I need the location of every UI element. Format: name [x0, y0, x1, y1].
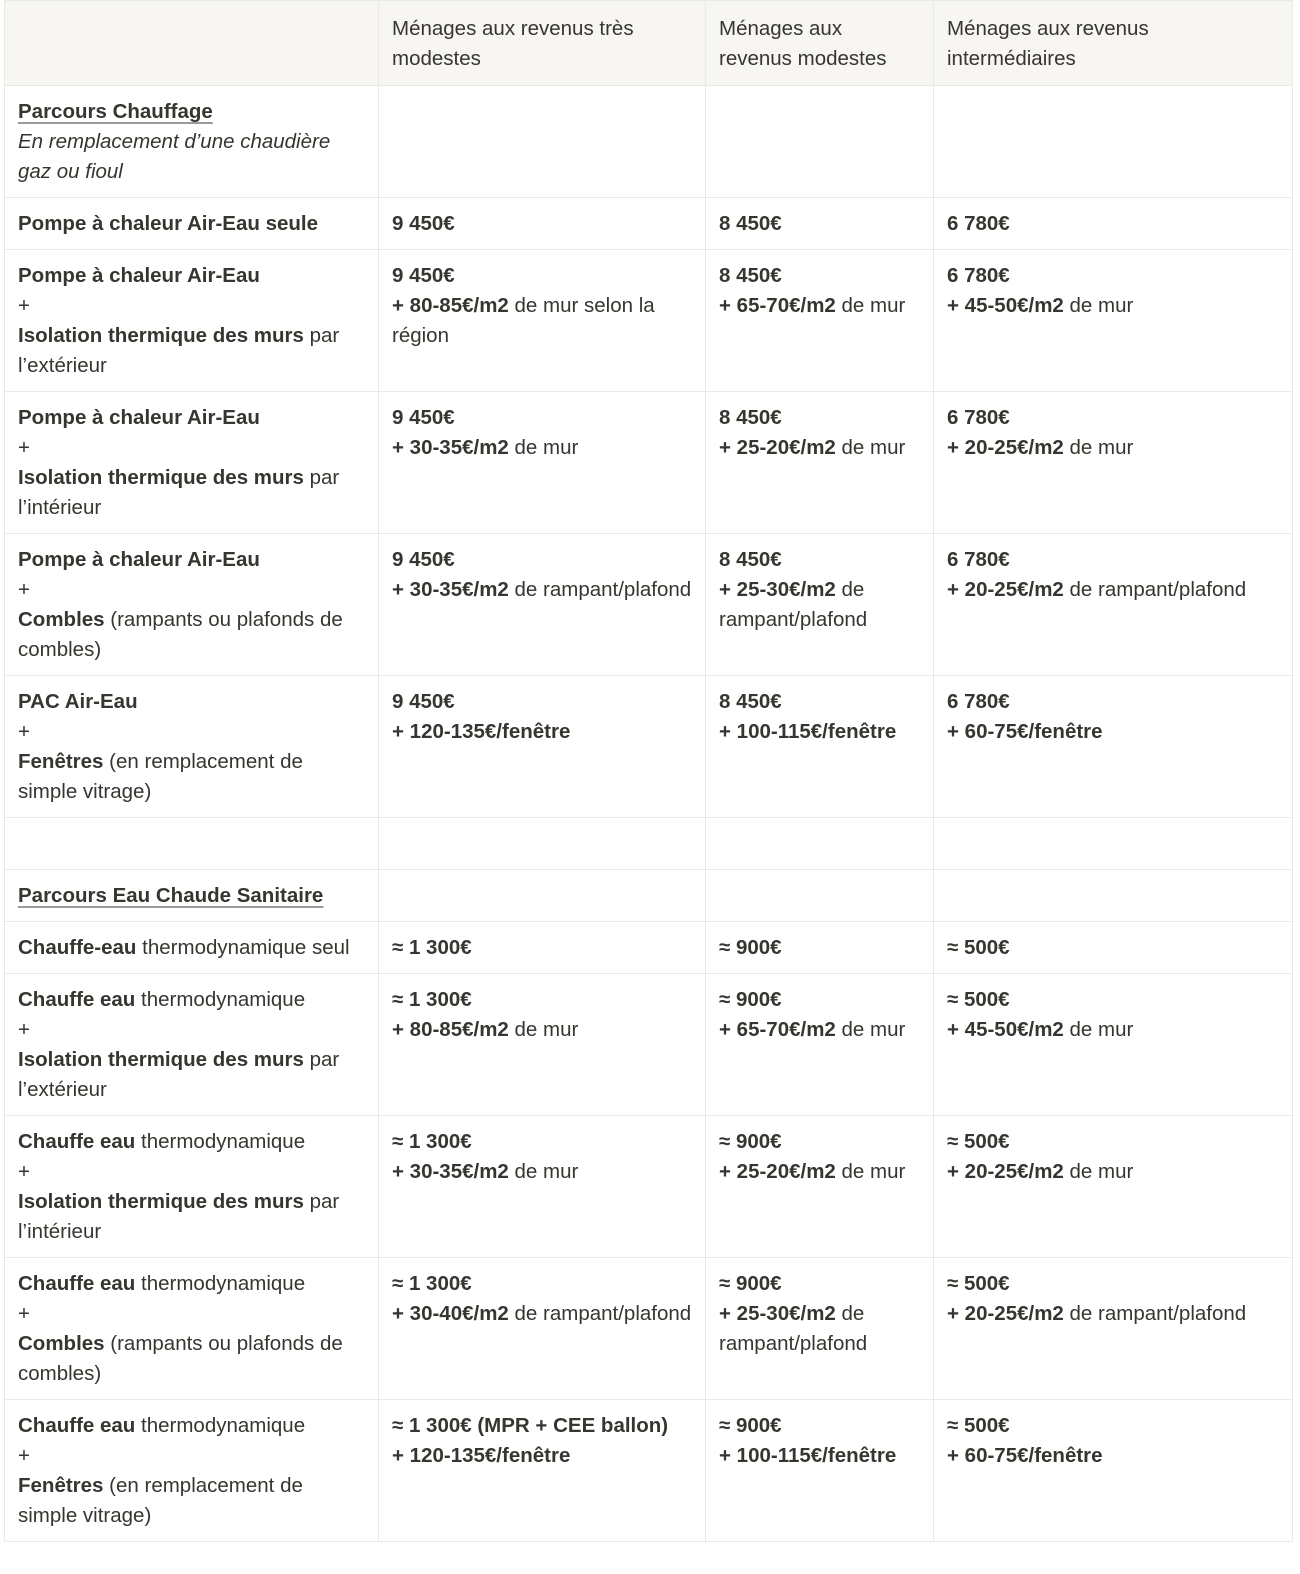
header-cell-intermediaires: Ménages aux revenus intermédiaires: [934, 1, 1293, 86]
label-main: Pompe à chaleur Air-Eau: [18, 406, 260, 429]
extra-rest: de mur: [1063, 436, 1134, 459]
table-cell: [706, 534, 934, 676]
table-cell-empty: [5, 818, 379, 870]
label-main: Pompe à chaleur Air-Eau: [18, 264, 260, 287]
label-secondary-rest: (en remplacement de simple vitrage): [18, 1474, 303, 1527]
extra-rest: de rampant/plafond: [1063, 1302, 1247, 1325]
amount: 9 450€: [392, 690, 455, 713]
row-label: [5, 922, 379, 974]
row-label: [5, 974, 379, 1116]
amount: 8 450€: [719, 690, 782, 713]
extra-rest: de mur: [835, 1018, 906, 1041]
row-label: [5, 250, 379, 392]
extra: + 80-85€/m2: [392, 1018, 509, 1041]
amount: 8 450€: [719, 264, 782, 287]
amount: 6 780€: [947, 690, 1010, 713]
extra: + 100-115€/fenêtre: [719, 720, 897, 743]
amount: 6 780€: [947, 548, 1010, 571]
table-cell: [706, 1258, 934, 1400]
label-plus: +: [18, 720, 30, 743]
label-main: Chauffe eau: [18, 1130, 136, 1153]
table-cell: [934, 1116, 1293, 1258]
extra: + 30-35€/m2: [392, 436, 509, 459]
extra-rest: de rampant/plafond: [719, 578, 868, 631]
label-main: Chauffe eau: [18, 1272, 136, 1295]
amount: ≈ 500€: [947, 936, 1010, 959]
table-cell-empty: [379, 818, 706, 870]
extra-rest: de mur: [1063, 294, 1134, 317]
extra-rest: de mur selon la région: [392, 294, 655, 347]
label-secondary-rest: par l’extérieur: [18, 1048, 340, 1101]
amount: ≈ 500€: [947, 988, 1010, 1011]
section-heading-heating: [5, 86, 379, 198]
amount: 6 780€: [947, 212, 1010, 235]
extra: + 45-50€/m2: [947, 1018, 1064, 1041]
table-cell-empty: [706, 870, 934, 922]
table-cell: [706, 922, 934, 974]
extra: + 120-135€/fenêtre: [392, 1444, 571, 1467]
row-label: [5, 198, 379, 250]
header-cell-tres-modestes: Ménages aux revenus très modestes: [379, 1, 706, 86]
extra: + 120-135€/fenêtre: [392, 720, 571, 743]
label-plus: +: [18, 1444, 30, 1467]
header-cell-modestes: Ménages aux revenus modestes: [706, 1, 934, 86]
amount: 9 450€: [392, 406, 455, 429]
section-title: Parcours Chauffage: [18, 100, 213, 123]
table-row: [5, 198, 1293, 250]
header-row: [5, 1, 1293, 86]
amount: ≈ 1 300€: [392, 936, 472, 959]
label-secondary: Combles: [18, 608, 105, 631]
row-label: [5, 1116, 379, 1258]
aid-table: [4, 0, 1293, 1542]
label-secondary-rest: (rampants ou plafonds de combles): [18, 608, 343, 661]
table-cell-empty: [934, 818, 1293, 870]
table-row: [5, 676, 1293, 818]
amount: ≈ 1 300€: [392, 1272, 472, 1295]
amount: 6 780€: [947, 264, 1010, 287]
extra-rest: de mur: [1063, 1018, 1134, 1041]
label-main: Pompe à chaleur Air-Eau seule: [18, 212, 319, 235]
table-cell: [379, 1400, 706, 1542]
label-secondary: Combles: [18, 1332, 105, 1355]
table-cell: [379, 392, 706, 534]
extra-rest: de rampant/plafond: [719, 1302, 868, 1355]
row-label: [5, 1258, 379, 1400]
extra: + 25-30€/m2: [719, 1302, 836, 1325]
amount: ≈ 900€: [719, 988, 782, 1011]
label-main-rest: thermodynamique: [135, 1272, 306, 1295]
extra-rest: de mur: [508, 436, 579, 459]
label-main-rest: thermodynamique seul: [136, 936, 350, 959]
amount: ≈ 500€: [947, 1272, 1010, 1295]
amount: 6 780€: [947, 406, 1010, 429]
table-cell: [706, 676, 934, 818]
table-cell-empty: [706, 818, 934, 870]
amount: ≈ 500€: [947, 1130, 1010, 1153]
label-main: Chauffe eau: [18, 1414, 136, 1437]
table-cell: [934, 1258, 1293, 1400]
amount: ≈ 1 300€: [392, 1130, 472, 1153]
amount: 9 450€: [392, 264, 455, 287]
table-cell: [934, 250, 1293, 392]
amount: ≈ 1 300€ (MPR + CEE ballon): [392, 1414, 669, 1437]
table-cell: [706, 1400, 934, 1542]
label-main: Chauffe-eau: [18, 936, 137, 959]
table-cell-empty: [706, 86, 934, 198]
table-cell: [934, 676, 1293, 818]
label-secondary: Isolation thermique des murs: [18, 1190, 304, 1213]
row-label: [5, 534, 379, 676]
amount: ≈ 500€: [947, 1414, 1010, 1437]
table-cell: [379, 250, 706, 392]
label-plus: +: [18, 578, 30, 601]
table-cell: [379, 198, 706, 250]
extra: + 65-70€/m2: [719, 1018, 836, 1041]
section-title: Parcours Eau Chaude Sanitaire: [18, 884, 324, 907]
amount: 8 450€: [719, 406, 782, 429]
table-cell-empty: [379, 870, 706, 922]
table-cell: [379, 974, 706, 1116]
amount: 9 450€: [392, 212, 455, 235]
table-cell: [934, 922, 1293, 974]
label-secondary: Isolation thermique des murs: [18, 1048, 304, 1071]
table-cell: [934, 392, 1293, 534]
amount: 8 450€: [719, 548, 782, 571]
label-plus: +: [18, 1160, 30, 1183]
extra: + 30-35€/m2: [392, 1160, 509, 1183]
table-row: [5, 392, 1293, 534]
table-cell: [379, 922, 706, 974]
extra: + 60-75€/fenêtre: [947, 1444, 1103, 1467]
extra-rest: de mur: [508, 1018, 579, 1041]
extra-rest: de rampant/plafond: [508, 1302, 692, 1325]
extra: + 25-20€/m2: [719, 1160, 836, 1183]
table-row: [5, 250, 1293, 392]
label-main: Pompe à chaleur Air-Eau: [18, 548, 260, 571]
extra: + 30-35€/m2: [392, 578, 509, 601]
table-row: [5, 974, 1293, 1116]
table-cell: [706, 392, 934, 534]
extra-rest: de mur: [835, 1160, 906, 1183]
label-secondary-rest: par l’extérieur: [18, 324, 340, 377]
label-secondary-rest: par l’intérieur: [18, 1190, 340, 1243]
amount: 9 450€: [392, 548, 455, 571]
section-row-heating: [5, 86, 1293, 198]
table-cell-empty: [934, 86, 1293, 198]
table-cell: [379, 1258, 706, 1400]
row-label: [5, 392, 379, 534]
label-main: Chauffe eau: [18, 988, 136, 1011]
section-row-water: [5, 870, 1293, 922]
table-row: [5, 534, 1293, 676]
table-row: [5, 1258, 1293, 1400]
amount: 8 450€: [719, 212, 782, 235]
label-secondary: Fenêtres: [18, 1474, 104, 1497]
label-main: PAC Air-Eau: [18, 690, 138, 713]
table-row: [5, 1400, 1293, 1542]
extra: + 20-25€/m2: [947, 1302, 1064, 1325]
label-secondary-rest: (rampants ou plafonds de combles): [18, 1332, 343, 1385]
extra: + 65-70€/m2: [719, 294, 836, 317]
extra-rest: de mur: [835, 436, 906, 459]
amount: ≈ 900€: [719, 1272, 782, 1295]
table-row: [5, 922, 1293, 974]
empty-row: [5, 818, 1293, 870]
label-secondary: Isolation thermique des murs: [18, 466, 304, 489]
header-cell-empty: [5, 1, 379, 86]
row-label: [5, 676, 379, 818]
section-heading-water: [5, 870, 379, 922]
label-main-rest: thermodynamique: [135, 1414, 306, 1437]
label-main-rest: thermodynamique: [135, 988, 306, 1011]
table-cell: [934, 974, 1293, 1116]
extra: + 20-25€/m2: [947, 578, 1064, 601]
extra: + 25-30€/m2: [719, 578, 836, 601]
amount: ≈ 900€: [719, 1414, 782, 1437]
section-subtitle: En remplacement d’une chaudière gaz ou fioul: [18, 130, 331, 183]
table-cell: [706, 250, 934, 392]
table-cell: [379, 676, 706, 818]
row-label: [5, 1400, 379, 1542]
label-main-rest: thermodynamique: [135, 1130, 306, 1153]
extra: + 60-75€/fenêtre: [947, 720, 1103, 743]
label-plus: +: [18, 1302, 30, 1325]
extra: + 45-50€/m2: [947, 294, 1064, 317]
label-secondary: Fenêtres: [18, 750, 104, 773]
table-cell-empty: [379, 86, 706, 198]
amount: ≈ 900€: [719, 1130, 782, 1153]
table-row: [5, 1116, 1293, 1258]
table-cell: [706, 1116, 934, 1258]
extra-rest: de mur: [1063, 1160, 1134, 1183]
table-cell: [379, 534, 706, 676]
table-cell: [706, 198, 934, 250]
table-cell: [934, 1400, 1293, 1542]
label-secondary-rest: par l’intérieur: [18, 466, 340, 519]
extra-rest: de mur: [835, 294, 906, 317]
extra: + 100-115€/fenêtre: [719, 1444, 897, 1467]
extra: + 20-25€/m2: [947, 436, 1064, 459]
table-cell: [934, 534, 1293, 676]
label-plus: +: [18, 436, 30, 459]
extra: + 25-20€/m2: [719, 436, 836, 459]
label-secondary: Isolation thermique des murs: [18, 324, 304, 347]
amount: ≈ 1 300€: [392, 988, 472, 1011]
extra: + 30-40€/m2: [392, 1302, 509, 1325]
extra: + 20-25€/m2: [947, 1160, 1064, 1183]
label-plus: +: [18, 1018, 30, 1041]
table-cell: [379, 1116, 706, 1258]
amount: ≈ 900€: [719, 936, 782, 959]
label-secondary-rest: (en remplacement de simple vitrage): [18, 750, 303, 803]
extra: + 80-85€/m2: [392, 294, 509, 317]
table-cell: [706, 974, 934, 1116]
extra-rest: de mur: [508, 1160, 579, 1183]
extra-rest: de rampant/plafond: [1063, 578, 1247, 601]
label-plus: +: [18, 294, 30, 317]
extra-rest: de rampant/plafond: [508, 578, 692, 601]
table-cell: [934, 198, 1293, 250]
table-cell-empty: [934, 870, 1293, 922]
